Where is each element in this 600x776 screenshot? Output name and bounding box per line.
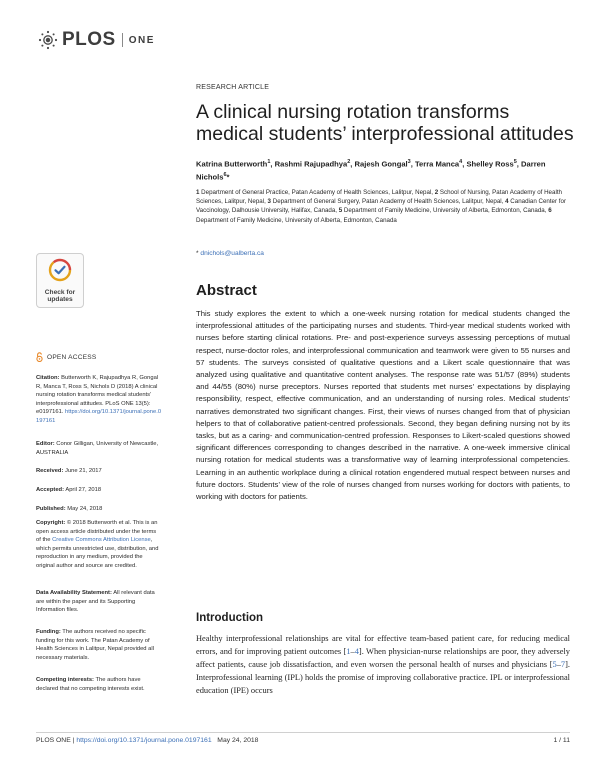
author-separator: , [462, 159, 467, 169]
citation-doi-link[interactable]: https://doi.org/10.1371/journal.pone.0197161 [36, 409, 162, 424]
footer-separator: | [70, 737, 77, 744]
corresponding-mark: * [196, 250, 201, 257]
affiliation-text: Department of Family Medicine, University of Alberta, Edmonton, Canada [196, 216, 397, 224]
funding-text: The authors received no specific funding for this work. The Patan Academy of Health Sciences in Lalitpur, Nepal provided all necessary materials. [36, 629, 154, 661]
corresponding-author [196, 250, 264, 257]
author-affiliation-mark: 4 [459, 159, 463, 165]
open-access-lock-icon [36, 352, 43, 362]
journal-logo-text: PLOS [62, 29, 116, 50]
plos-sunburst-icon [37, 30, 59, 50]
editor-block [36, 440, 162, 457]
author-list [196, 157, 570, 182]
introduction-text [196, 632, 570, 697]
author-affiliation-mark: 1 [267, 159, 271, 165]
affiliation-number: 1 [196, 189, 200, 196]
check-for-updates-icon [48, 258, 72, 282]
license-link[interactable]: Creative Commons Attribution License [52, 537, 151, 544]
citation-block [36, 374, 162, 426]
page-footer [36, 737, 570, 744]
accepted-date: April 27, 2018 [64, 487, 102, 493]
affiliation-number: 5 [338, 207, 343, 215]
received-block [36, 467, 162, 476]
author-separator: , [270, 159, 275, 169]
competing-interests-text: The authors have declared that no competing interests exist. [36, 677, 145, 692]
journal-logo-subtitle: ONE [128, 34, 155, 46]
author-affiliation-mark: 2 [347, 159, 351, 165]
affiliation-text: Department of General Surgery, Patan Academy of Health Sciences, Lalitpur, Nepal, [271, 198, 506, 206]
data-availability-text: All relevant data are within the paper and its Supporting Information files. [36, 590, 155, 614]
data-availability-block [36, 589, 162, 615]
reference-link[interactable]: 4 [354, 647, 359, 656]
reference-link[interactable]: 5 [552, 660, 557, 669]
author-name: Terra Manca [414, 159, 460, 169]
intro-text-segment: ]. When physician-nurse relationships are poor, they adversely affect patients, cause job dissatisfaction, and even worsen the personal health of nurses and physicians [ [196, 647, 570, 669]
journal-logo [37, 30, 155, 50]
copyright-text-end: , which permits unrestricted use, distribution, and reproduction in any medium, provided the original author and source are credited. [36, 537, 159, 569]
footer-journal: PLOS ONE [36, 737, 71, 744]
footer-divider [36, 732, 570, 733]
affiliation-text: School of Nursing, Patan Academy of Health Sciences, Lalitpur, Nepal, [196, 189, 562, 206]
author-affiliation-mark: 6 [223, 171, 227, 178]
author-separator: * [226, 172, 230, 182]
author-name: Rashmi Rajupadhya [274, 159, 348, 169]
author-affiliation-mark: 3 [407, 159, 411, 165]
abstract-heading: Abstract [196, 282, 257, 299]
article-type: RESEARCH ARTICLE [196, 84, 270, 91]
author-separator: , [516, 159, 522, 169]
author-separator: , [350, 159, 355, 169]
introduction-heading: Introduction [196, 612, 264, 624]
affiliations [196, 188, 570, 225]
published-block [36, 505, 162, 514]
author-name: Rajesh Gongal [354, 159, 408, 169]
author-name: Katrina Butterworth [196, 159, 268, 169]
affiliation-text: Canadian Center for Vaccinology, Dalhousie University, Halifax, Canada, [196, 198, 567, 215]
abstract-text: This study explores the extent to which a one-week nursing rotation for medical students changed the interprofessional attitudes of the participating nurses and students. Third-year medical students worked with nurses before starting clinical rotations. Pre- and post-experience surveys assessing perceptions of mutual respect, nurse-doctor roles, and interprofessional communication and teamwork were given to 55 nurses and 57 students. The surveys consisted of qualitative questions and a Likert scale questionnaire that was analyzed using qualitative and quantitative content analyses. The response rate was 51/57 (89%) students and 44/55 (80%) nurse preceptors. Nurses reported that students met nurses’ expectations by displaying responsibility, respect, effective communication, and an understanding of nursing roles. Medical students’ narratives demonstrated two significant changes. First, their views of nurses changed from that of physician helpers to that of collaborative patient-centred professionals. Second, they began defining nursing not by its tasks, but as a caring- and communication-centred profession. Responses to Likert-scaled questions showed significant differences corresponding to changes described in the narrative. A one-week immersive clinical nursing rotation for medical students was a transformative way of learning interprofessional competencies. Learning in an authentic workplace during a clinical rotation engendered mutual respect between nurses and future doctors. Students’ view of the role of nurses changed from nurses working for doctors with patients, to working with doctors for patients. [196, 309, 570, 502]
check-for-updates-label: Check for updates [44, 289, 76, 304]
affiliation-text: Department of Family Medicine, University of Alberta, Edmonton, Canada, [342, 207, 549, 215]
author-name: Darren Nichols [196, 159, 546, 182]
affiliation-number: 3 [267, 198, 271, 206]
published-date: May 24, 2018 [65, 506, 103, 512]
copyright-label: Copyright: [36, 520, 66, 526]
received-label: Received: [36, 468, 64, 474]
affiliation-number: 2 [434, 189, 439, 196]
intro-text-segment: – [556, 660, 561, 669]
copyright-text: © 2018 Butterworth et al. This is an open access article distributed under the terms of the [36, 520, 158, 544]
footer-doi-link[interactable]: https://doi.org/10.1371/journal.pone.0197161 [76, 737, 212, 744]
intro-text-segment: Healthy interprofessional relationships are vital for effective team-based patient care, for reducing medical errors, and for improving patient outcomes [ [196, 634, 570, 656]
page-number: 1 / 11 [553, 737, 570, 744]
logo-divider [122, 33, 123, 47]
citation-text: Butterworth K, Rajupadhya R, Gongal R, Manca T, Ross S, Nichols D (2018) A clinical nursing rotation transforms medical students’ interprofessional attitudes. PLoS ONE 13(5): e0197161. [36, 375, 159, 416]
editor-label: Editor: [36, 441, 55, 447]
intro-text-segment: ]. Interprofessional learning (IPL) holds the promise of improving collaborative practice. IPL or interprofessional education (IPE) occurs [196, 660, 570, 695]
affiliation-number: 6 [548, 207, 552, 215]
check-for-updates-badge[interactable] [36, 253, 84, 308]
author-affiliation-mark: 5 [513, 159, 517, 165]
affiliation-number: 4 [505, 198, 509, 206]
reference-link[interactable]: 1 [346, 647, 351, 656]
open-access-text: OPEN ACCESS [47, 353, 97, 361]
affiliation-text: Department of General Practice, Patan Academy of Health Sciences, Lalitpur, Nepal, [199, 189, 435, 196]
open-access-label [36, 352, 96, 362]
corresponding-email-link[interactable]: dnichols@ualberta.ca [200, 250, 264, 257]
intro-text-segment: – [350, 647, 355, 656]
funding-label: Funding: [36, 629, 61, 635]
accepted-block [36, 486, 162, 495]
article-title: A clinical nursing rotation transforms medical students’ interprofessional attitudes [196, 101, 574, 145]
competing-interests-label: Competing interests: [36, 677, 94, 683]
editor-text: Conor Gilligan, University of Newcastle, AUSTRALIA [36, 441, 159, 456]
author-name: Shelley Ross [466, 159, 514, 169]
citation-label: Citation: [36, 375, 60, 381]
copyright-block [36, 519, 162, 571]
reference-link[interactable]: 7 [560, 660, 566, 669]
received-date: June 21, 2017 [63, 468, 102, 474]
author-separator: , [410, 159, 415, 169]
accepted-label: Accepted: [36, 487, 65, 493]
footer-date: May 24, 2018 [217, 737, 259, 744]
funding-block [36, 628, 162, 662]
data-availability-label: Data Availability Statement: [36, 590, 112, 596]
published-label: Published: [36, 506, 66, 512]
competing-interests-block [36, 676, 162, 693]
